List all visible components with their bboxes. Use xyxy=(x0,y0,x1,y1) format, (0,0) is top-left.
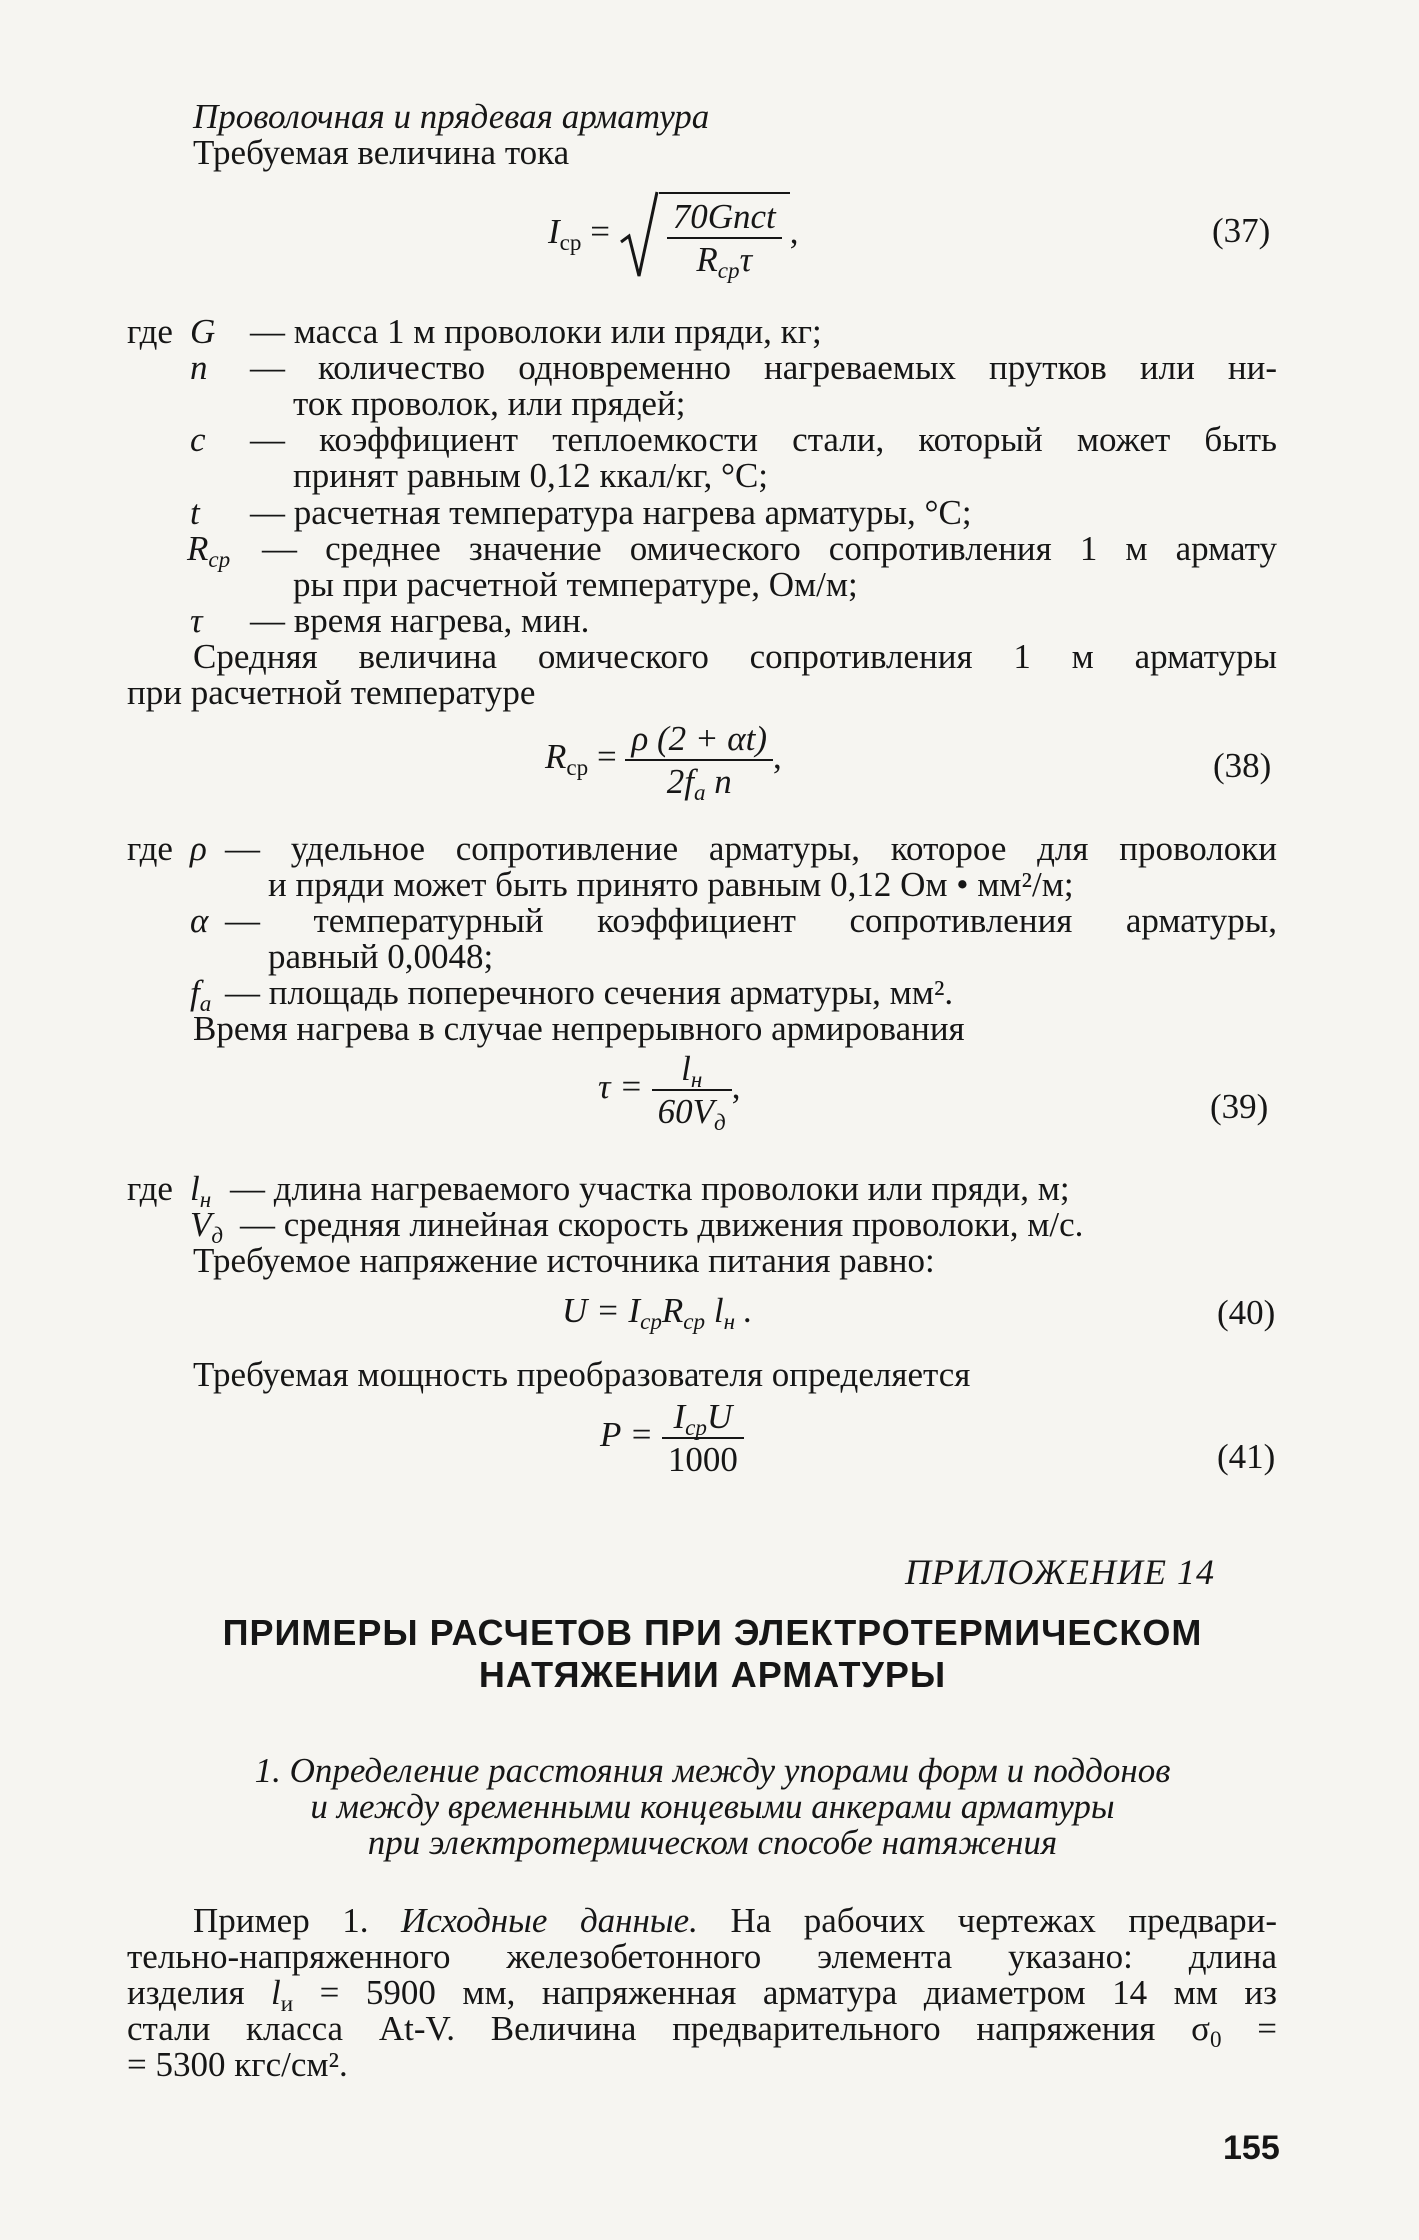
appendix-title-line1: ПРИМЕРЫ РАСЧЕТОВ ПРИ ЭЛЕКТРОТЕРМИЧЕСКОМ xyxy=(222,1612,1203,1653)
legend-39-sym-V: $V_д$ xyxy=(190,1205,224,1248)
legend-37-sym-R: $R_{ср}$ xyxy=(187,529,231,572)
legend-38-text-f: — площадь поперечного сечения арматуры, мм². xyxy=(225,973,954,1012)
eq37-lhs-sub: ср xyxy=(559,228,582,255)
legend-38-text-alpha: — температурный коэффициент сопротивления арматуры, xyxy=(225,901,1277,940)
legend-37-sym-t: t xyxy=(190,493,200,532)
eq39-fraction xyxy=(652,1049,732,1135)
eq41-numerator: $I_{ср}U$ xyxy=(673,1397,733,1440)
eq41-lhs: P = xyxy=(600,1415,654,1455)
eq38-lhs: R xyxy=(545,737,567,777)
resistance-intro-line1: Средняя величина омического сопротивления 1 м арматуры xyxy=(193,637,1277,676)
legend-37-sym-tau: τ xyxy=(190,601,203,640)
legend-38-sym-rho: ρ xyxy=(190,829,207,868)
section-heading: Проволочная и прядевая арматура xyxy=(193,97,710,136)
eq38-denominator: $2f_а$ n xyxy=(625,759,773,800)
legend-37-sym-n: n xyxy=(190,348,208,387)
eq39-lhs: τ = xyxy=(598,1067,643,1107)
legend-38-cont-alpha: равный 0,0048; xyxy=(268,937,494,976)
appendix-title-line2: НАТЯЖЕНИИ АРМАТУРЫ xyxy=(478,1654,947,1695)
eq41-denominator: 1000 xyxy=(662,1437,744,1478)
time-intro: Время нагрева в случае непрерывного армирования xyxy=(193,1009,965,1048)
resistance-intro-line2: при расчетной температуре xyxy=(127,673,536,712)
eq37-fraction xyxy=(667,197,782,283)
example-line3: изделия $l_и = 5900$ мм, напряженная арматура диаметром 14 мм из xyxy=(127,1973,1277,2016)
eq37-denominator: $R_{ср}\tau$ xyxy=(667,237,782,278)
legend-39-sym-l: $l_н$ xyxy=(190,1169,212,1212)
legend-38-sym-f: $f_а$ xyxy=(190,973,212,1016)
equation-38-number: (38) xyxy=(1213,746,1272,785)
eq39-numerator: $l_н$ xyxy=(681,1049,703,1092)
appendix-label: ПРИЛОЖЕНИЕ 14 xyxy=(905,1552,1215,1592)
equation-39-number: (39) xyxy=(1210,1087,1269,1126)
legend-37-text-tau: — время нагрева, мин. xyxy=(250,601,590,640)
equation-40: $U = I_{ср}R_{ср}$ $l_н$ . xyxy=(562,1291,753,1334)
legend-39-text-V: — средняя линейная скорость движения проволоки, м/с. xyxy=(240,1205,1084,1244)
legend-37-text-c: — коэффициент теплоемкости стали, который может быть xyxy=(250,420,1277,459)
legend-38-sym-alpha: α xyxy=(190,901,209,940)
where-label-39: где xyxy=(127,1169,173,1208)
example-line1: Пример 1. Исходные данные. На рабочих чертежах предвари- xyxy=(193,1901,1277,1940)
equation-37: $I_{ср}$ = $\frac{\text{70Gnct}}{R_{ср}\tau}$ , xyxy=(548,190,799,290)
radical-icon xyxy=(619,190,659,280)
legend-37-text-t: — расчетная температура нагрева арматуры, °С; xyxy=(250,493,972,532)
equation-40-number: (40) xyxy=(1217,1293,1276,1332)
example-line5: = 5300 кгс/см². xyxy=(127,2045,348,2084)
eq37-lhs: I xyxy=(548,212,560,252)
page-number: 155 xyxy=(1223,2129,1280,2167)
eq38-fraction xyxy=(625,719,773,805)
legend-38-cont-rho: и пряди может быть принято равным 0,12 Ом • мм²/м; xyxy=(268,865,1074,904)
subsection-line2: и между временными концевыми анкерами арматуры xyxy=(310,1787,1115,1826)
legend-37-text-n: — количество одновременно нагреваемых прутков или ни- xyxy=(250,348,1277,387)
legend-38-text-rho: — удельное сопротивление арматуры, которое для проволоки xyxy=(225,829,1277,868)
equation-41 xyxy=(600,1398,744,1478)
equation-41-number: (41) xyxy=(1217,1437,1276,1476)
legend-37-cont-c: принят равным 0,12 ккал/кг, °С; xyxy=(293,456,769,495)
equation-37-number: (37) xyxy=(1212,211,1271,250)
eq41-fraction xyxy=(662,1398,744,1478)
eq37-trail: , xyxy=(789,212,799,252)
equation-38: $R_{ср}$ = $\frac{\rho (2 + \alpha t)}{2f_а n}$ , xyxy=(545,719,782,805)
legend-37-text-G: — масса 1 м проволоки или пряди, кг; xyxy=(250,312,822,351)
sqrt-sign xyxy=(619,190,790,283)
legend-39-text-l: — длина нагреваемого участка проволоки или пряди, м; xyxy=(230,1169,1070,1208)
example-line4: стали класса At-V. Величина предварительного напряжения $\sigma_0$ = xyxy=(127,2009,1277,2052)
legend-37-sym-c: c xyxy=(190,420,206,459)
voltage-intro: Требуемое напряжение источника питания равно: xyxy=(193,1241,935,1280)
legend-37-cont-n: ток проволок, или прядей; xyxy=(293,384,686,423)
example-line2: тельно-напряженного железобетонного элемента указано: длина xyxy=(127,1937,1277,1976)
eq37-numerator: 70Gnct xyxy=(672,197,776,236)
eq39-trail: , xyxy=(731,1067,741,1107)
current-intro: Требуемая величина тока xyxy=(193,133,570,172)
eq38-numerator: ρ (2 + αt) xyxy=(631,719,768,758)
where-label-37: где xyxy=(127,312,173,351)
subsection-line1: 1. Определение расстояния между упорами форм и поддонов xyxy=(254,1751,1171,1790)
legend-37-sym-G: G xyxy=(190,312,216,351)
where-label-38: где xyxy=(127,829,173,868)
legend-37-text-R: — среднее значение омического сопротивления 1 м армату xyxy=(262,529,1277,568)
legend-37-cont-R: ры при расчетной температуре, Ом/м; xyxy=(293,565,858,604)
equation-39 xyxy=(598,1049,741,1135)
power-intro: Требуемая мощность преобразователя определяется xyxy=(193,1355,971,1394)
eq38-lhs-sub: ср xyxy=(566,753,589,780)
subsection-line3: при электротермическом способе натяжения xyxy=(367,1823,1058,1862)
eq39-denominator: $60V_д$ xyxy=(652,1089,732,1130)
eq38-trail: , xyxy=(773,737,782,777)
